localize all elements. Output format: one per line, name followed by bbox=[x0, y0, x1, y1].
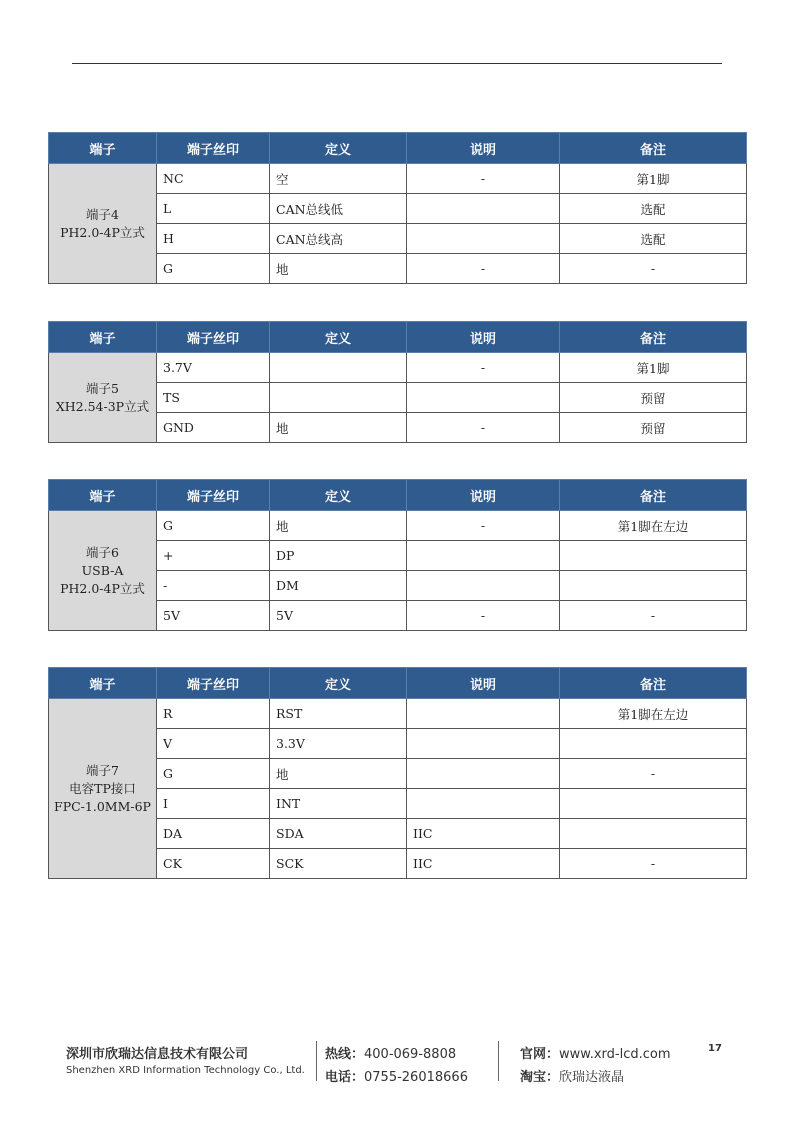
company-name-en: Shenzhen XRD Information Technology Co., Ltd. bbox=[66, 1065, 305, 1076]
silkscreen-cell: L bbox=[157, 194, 270, 224]
note-cell: - bbox=[560, 759, 747, 789]
terminal-name-cell bbox=[49, 353, 157, 443]
silkscreen-cell: I bbox=[157, 789, 270, 819]
terminal-name-line: USB-A bbox=[81, 562, 124, 578]
terminal-name-line: 端子4 bbox=[86, 206, 119, 222]
definition-cell: 地 bbox=[270, 759, 407, 789]
pin-table bbox=[48, 667, 747, 879]
column-header: 定义 bbox=[270, 480, 407, 511]
column-header: 备注 bbox=[560, 322, 747, 353]
header-rule bbox=[72, 63, 722, 64]
silkscreen-cell: GND bbox=[157, 413, 270, 443]
table-row bbox=[49, 699, 747, 729]
note-cell bbox=[560, 819, 747, 849]
note-cell: 选配 bbox=[560, 224, 747, 254]
description-cell: IIC bbox=[407, 819, 560, 849]
table-row bbox=[49, 353, 747, 383]
table-header-row bbox=[49, 480, 747, 511]
silkscreen-cell: DA bbox=[157, 819, 270, 849]
note-cell: - bbox=[560, 849, 747, 879]
note-cell: 选配 bbox=[560, 194, 747, 224]
table-header-row bbox=[49, 668, 747, 699]
note-cell bbox=[560, 789, 747, 819]
hotline bbox=[325, 1043, 456, 1062]
terminal-name-cell bbox=[49, 699, 157, 879]
definition-cell: 空 bbox=[270, 164, 407, 194]
taobao-value: 欣瑞达液晶 bbox=[559, 1070, 625, 1085]
table-row bbox=[49, 164, 747, 194]
note-cell bbox=[560, 541, 747, 571]
description-cell bbox=[407, 759, 560, 789]
column-header: 备注 bbox=[560, 133, 747, 164]
terminal-name-line: FPC-1.0MM-6P bbox=[54, 798, 151, 814]
description-cell bbox=[407, 729, 560, 759]
note-cell: 第1脚 bbox=[560, 353, 747, 383]
terminal-name-line: 端子6 bbox=[86, 544, 119, 560]
table-row bbox=[49, 511, 747, 541]
column-header: 说明 bbox=[407, 668, 560, 699]
note-cell bbox=[560, 571, 747, 601]
description-cell: - bbox=[407, 353, 560, 383]
column-header: 端子丝印 bbox=[157, 668, 270, 699]
silkscreen-cell: 3.7V bbox=[157, 353, 270, 383]
terminal-name-line: PH2.0-4P立式 bbox=[60, 224, 145, 240]
note-cell: 第1脚在左边 bbox=[560, 699, 747, 729]
silkscreen-cell: CK bbox=[157, 849, 270, 879]
description-cell: - bbox=[407, 601, 560, 631]
phone bbox=[325, 1066, 468, 1085]
website bbox=[520, 1043, 671, 1062]
silkscreen-cell: G bbox=[157, 254, 270, 284]
taobao-store bbox=[520, 1066, 624, 1085]
definition-cell: 地 bbox=[270, 511, 407, 541]
phone-label: 电话： bbox=[325, 1070, 365, 1085]
company-name-cn: 深圳市欣瑞达信息技术有限公司 bbox=[66, 1047, 249, 1062]
definition-cell: CAN总线低 bbox=[270, 194, 407, 224]
terminal-name-line: XH2.54-3P立式 bbox=[55, 398, 150, 414]
website-label: 官网： bbox=[520, 1047, 560, 1062]
terminal-name-line: 电容TP接口 bbox=[69, 780, 136, 796]
description-cell bbox=[407, 541, 560, 571]
silkscreen-cell: 5V bbox=[157, 601, 270, 631]
definition-cell: 地 bbox=[270, 254, 407, 284]
note-cell: - bbox=[560, 254, 747, 284]
description-cell bbox=[407, 571, 560, 601]
phone-value: 0755-26018666 bbox=[364, 1070, 468, 1085]
definition-cell bbox=[270, 353, 407, 383]
definition-cell: INT bbox=[270, 789, 407, 819]
description-cell: - bbox=[407, 254, 560, 284]
column-header: 说明 bbox=[407, 133, 560, 164]
pin-table bbox=[48, 132, 747, 284]
silkscreen-cell: + bbox=[157, 541, 270, 571]
description-cell bbox=[407, 383, 560, 413]
description-cell: IIC bbox=[407, 849, 560, 879]
silkscreen-cell: V bbox=[157, 729, 270, 759]
definition-cell bbox=[270, 383, 407, 413]
pin-table bbox=[48, 321, 747, 443]
silkscreen-cell: G bbox=[157, 511, 270, 541]
table-header-row bbox=[49, 322, 747, 353]
description-cell bbox=[407, 789, 560, 819]
footer-divider bbox=[498, 1041, 499, 1081]
terminal-name-line: 端子5 bbox=[86, 380, 119, 396]
column-header: 端子 bbox=[49, 668, 157, 699]
note-cell: 预留 bbox=[560, 383, 747, 413]
column-header: 备注 bbox=[560, 668, 747, 699]
note-cell: 第1脚 bbox=[560, 164, 747, 194]
hotline-value: 400-069-8808 bbox=[364, 1047, 457, 1062]
silkscreen-cell: G bbox=[157, 759, 270, 789]
definition-cell: DM bbox=[270, 571, 407, 601]
definition-cell: SCK bbox=[270, 849, 407, 879]
page-footer bbox=[0, 1036, 794, 1096]
terminal-name-cell bbox=[49, 164, 157, 284]
column-header: 说明 bbox=[407, 480, 560, 511]
definition-cell: 3.3V bbox=[270, 729, 407, 759]
column-header: 定义 bbox=[270, 322, 407, 353]
column-header: 端子 bbox=[49, 322, 157, 353]
silkscreen-cell: R bbox=[157, 699, 270, 729]
table-header-row bbox=[49, 133, 747, 164]
definition-cell: CAN总线高 bbox=[270, 224, 407, 254]
description-cell: - bbox=[407, 413, 560, 443]
taobao-label: 淘宝： bbox=[520, 1070, 560, 1085]
note-cell: 预留 bbox=[560, 413, 747, 443]
column-header: 端子丝印 bbox=[157, 133, 270, 164]
definition-cell: RST bbox=[270, 699, 407, 729]
definition-cell: DP bbox=[270, 541, 407, 571]
page-number: 17 bbox=[708, 1043, 722, 1054]
hotline-label: 热线： bbox=[325, 1047, 365, 1062]
description-cell: - bbox=[407, 511, 560, 541]
column-header: 备注 bbox=[560, 480, 747, 511]
silkscreen-cell: - bbox=[157, 571, 270, 601]
column-header: 定义 bbox=[270, 133, 407, 164]
terminal-name-cell bbox=[49, 511, 157, 631]
silkscreen-cell: NC bbox=[157, 164, 270, 194]
column-header: 端子 bbox=[49, 480, 157, 511]
column-header: 端子 bbox=[49, 133, 157, 164]
terminal-name-line: 端子7 bbox=[86, 762, 119, 778]
column-header: 定义 bbox=[270, 668, 407, 699]
pin-table bbox=[48, 479, 747, 631]
silkscreen-cell: H bbox=[157, 224, 270, 254]
website-value: www.xrd-lcd.com bbox=[559, 1047, 671, 1062]
definition-cell: 5V bbox=[270, 601, 407, 631]
column-header: 端子丝印 bbox=[157, 322, 270, 353]
column-header: 说明 bbox=[407, 322, 560, 353]
footer-divider bbox=[316, 1041, 317, 1081]
note-cell bbox=[560, 729, 747, 759]
description-cell bbox=[407, 699, 560, 729]
definition-cell: 地 bbox=[270, 413, 407, 443]
description-cell bbox=[407, 194, 560, 224]
note-cell: - bbox=[560, 601, 747, 631]
note-cell: 第1脚在左边 bbox=[560, 511, 747, 541]
definition-cell: SDA bbox=[270, 819, 407, 849]
silkscreen-cell: TS bbox=[157, 383, 270, 413]
column-header: 端子丝印 bbox=[157, 480, 270, 511]
terminal-name-line: PH2.0-4P立式 bbox=[60, 580, 145, 596]
description-cell: - bbox=[407, 164, 560, 194]
description-cell bbox=[407, 224, 560, 254]
